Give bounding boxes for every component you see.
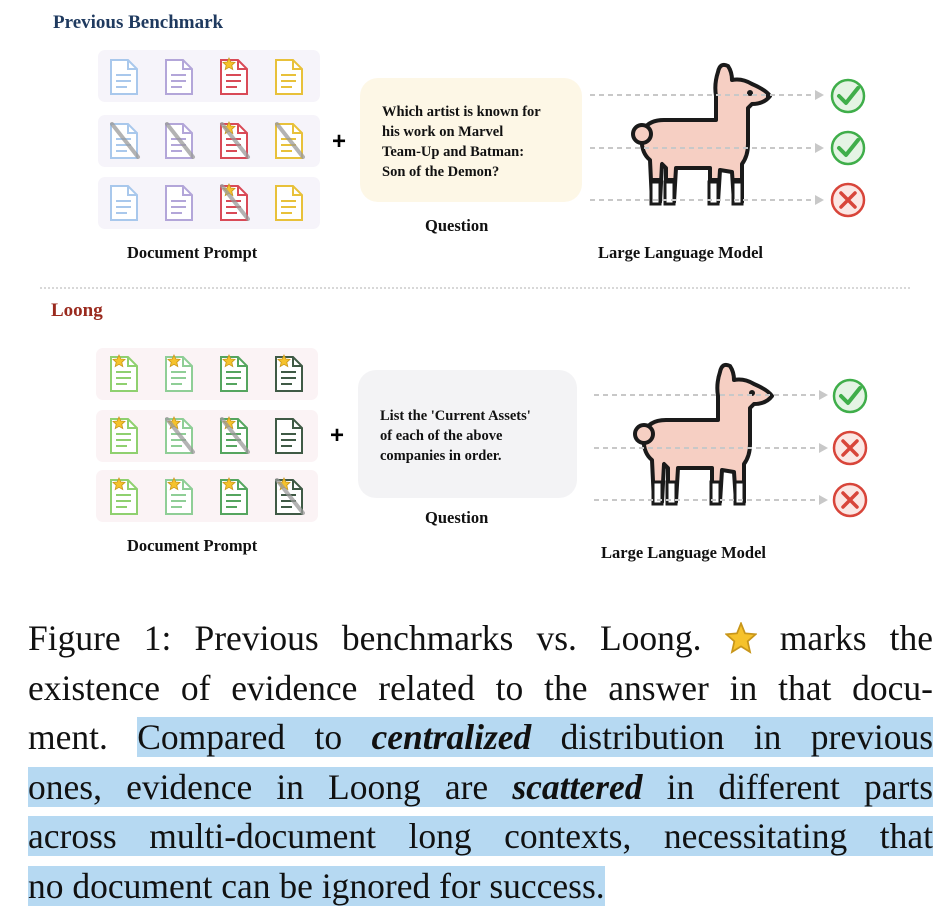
document-icon bbox=[221, 357, 247, 391]
caption-line bbox=[28, 614, 933, 664]
question-line: List the 'Current Assets' bbox=[380, 408, 531, 424]
previous-benchmark-title: Previous Benchmark bbox=[53, 12, 224, 33]
cross-icon bbox=[831, 429, 869, 467]
caption-line bbox=[28, 812, 933, 862]
document-icon bbox=[166, 480, 192, 514]
caption-text: in different parts bbox=[666, 766, 934, 807]
caption-line bbox=[28, 713, 933, 763]
caption-prefix: Figure 1: Previous benchmarks vs. Loong. bbox=[28, 618, 702, 658]
document-icon bbox=[166, 357, 192, 391]
document-icon bbox=[221, 480, 247, 514]
document-icon bbox=[111, 357, 137, 391]
large-language-model-label: Large Language Model bbox=[598, 243, 763, 262]
figure-caption bbox=[28, 614, 933, 911]
caption-line: existence of evidence related to the answer in that docu- bbox=[28, 667, 933, 708]
question-line: of each of the above bbox=[380, 428, 503, 444]
caption-line bbox=[28, 862, 933, 912]
question-box bbox=[358, 370, 577, 498]
caption-text: Compared to bbox=[137, 717, 343, 757]
document-icon bbox=[111, 480, 137, 514]
large-language-model-label: Large Language Model bbox=[601, 543, 766, 562]
star-icon bbox=[725, 622, 757, 654]
caption-star-text: marks the bbox=[779, 618, 934, 658]
caption-text: ones, evidence in Loong are bbox=[28, 766, 489, 807]
cross-icon bbox=[831, 481, 869, 519]
question-line: Son of the Demon? bbox=[382, 164, 500, 180]
caption-text: ment. bbox=[28, 717, 108, 757]
document-prompt-label: Document Prompt bbox=[127, 536, 258, 555]
caption-highlight bbox=[137, 717, 933, 757]
caption-highlight bbox=[28, 767, 933, 807]
plus-sign: + bbox=[330, 422, 345, 449]
question-line: Team-Up and Batman: bbox=[382, 144, 525, 160]
document-icon bbox=[276, 419, 302, 453]
caption-emphasis: scattered bbox=[512, 766, 643, 807]
question-label: Question bbox=[425, 216, 489, 235]
document-icon bbox=[111, 419, 137, 453]
question-line: Which artist is known for bbox=[382, 104, 541, 120]
question-line: companies in order. bbox=[380, 448, 502, 464]
caption-line bbox=[28, 763, 933, 813]
check-icon bbox=[831, 377, 869, 415]
caption-highlight: no document can be ignored for success. bbox=[28, 865, 605, 906]
loong-title: Loong bbox=[51, 300, 103, 321]
caption-emphasis: centralized bbox=[371, 717, 532, 757]
question-line: his work on Marvel bbox=[382, 124, 504, 140]
document-icon bbox=[276, 357, 302, 391]
caption-highlight: across multi-document long contexts, necessitating that bbox=[28, 816, 933, 856]
plus-sign: + bbox=[332, 128, 347, 155]
caption-text: distribution in previous bbox=[560, 717, 934, 757]
question-label: Question bbox=[425, 508, 489, 527]
document-prompt-label: Document Prompt bbox=[127, 243, 258, 262]
